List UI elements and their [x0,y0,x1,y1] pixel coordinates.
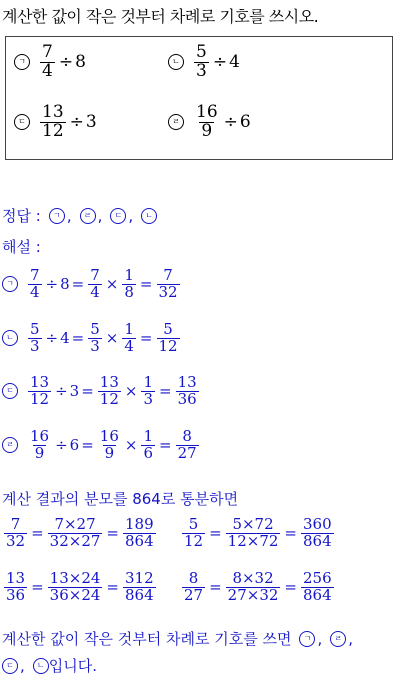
symbol-circle: ㄹ [80,208,96,224]
fraction: $\frac{7}{4}$ [42,42,53,81]
explain-label: 해설 : [2,238,41,256]
final-end: 입니다. [48,657,98,675]
conv-a: $\frac{7}{32}$ = $\frac{7\times 27}{32\times 27}$ = $\frac{189}{864}$ [6,515,154,550]
fraction: $\frac{5}{3}$ [196,42,207,81]
symbol-circle: ㄷ [110,208,126,224]
symbol-circle: ㄴ [2,330,18,346]
step-a: ㄱ $\frac{7}{4}$ ÷ 8 = $\frac{7}{4}$ × $\frac{1}{8}$ = $\frac{7}{32}$ [2,268,182,301]
final-line-2: ㄷ , ㄴ 입니다. [2,655,97,676]
symbol-circle: ㄱ [2,276,18,292]
symbol-circle: ㄹ [168,114,184,130]
conv-b: $\frac{5}{12}$ = $\frac{5\times 72}{12\times 72}$ = $\frac{360}{864}$ [184,515,332,550]
problem-b: ㄴ $\frac{5}{3}$ ÷ 4 [168,44,240,81]
symbol-circle: ㄱ [14,54,30,70]
answer-line: 정답 : ㄱ , ㄹ , ㄷ , ㄴ [2,205,165,226]
problem-c: ㄷ $\frac{13}{12}$ ÷ 3 [14,104,97,141]
conv-c: $\frac{13}{36}$ = $\frac{13\times 24}{36\times 24}$ = $\frac{312}{864}$ [6,569,154,604]
symbol-circle: ㄴ [168,54,184,70]
problem-a: ㄱ $\frac{7}{4}$ ÷ 8 [14,44,86,81]
step-d: ㄹ $\frac{16}{9}$ ÷ 6 = $\frac{16}{9}$ × $\frac{1}{6}$ = $\frac{8}{27}$ [2,429,201,462]
common-denominator-text: 계산 결과의 분모를 864로 통분하면 [2,490,239,508]
fraction: $\frac{13}{12}$ [42,102,64,141]
symbol-circle: ㄹ [2,437,18,453]
problem-d: ㄹ $\frac{16}{9}$ ÷ 6 [168,104,251,141]
symbol-circle: ㄴ [33,658,49,674]
fraction: $\frac{16}{9}$ [196,102,218,141]
symbol-circle: ㄱ [299,631,315,647]
symbol-circle: ㄷ [2,658,18,674]
final-line-1: 계산한 값이 작은 것부터 차례로 기호를 쓰면 ㄱ , ㄹ , [2,629,353,648]
step-b: ㄴ $\frac{5}{3}$ ÷ 4 = $\frac{5}{3}$ × $\frac{1}{4}$ = $\frac{5}{12}$ [2,322,182,355]
step-c: ㄷ $\frac{13}{12}$ ÷ 3 = $\frac{13}{12}$ × $\frac{1}{3}$ = $\frac{13}{36}$ [2,375,201,408]
conv-d: $\frac{8}{27}$ = $\frac{8\times 32}{27\times 32}$ = $\frac{256}{864}$ [184,569,332,604]
symbol-circle: ㄴ [141,208,157,224]
final-text: 계산한 값이 작은 것부터 차례로 기호를 쓰면 [2,630,292,648]
symbol-circle: ㄷ [2,383,18,399]
symbol-circle: ㄱ [49,208,65,224]
answer-label: 정답 : [2,207,41,225]
symbol-circle: ㄹ [330,631,346,647]
symbol-circle: ㄷ [14,114,30,130]
question-text: 계산한 값이 작은 것부터 차례로 기호를 쓰시오. [2,7,319,26]
